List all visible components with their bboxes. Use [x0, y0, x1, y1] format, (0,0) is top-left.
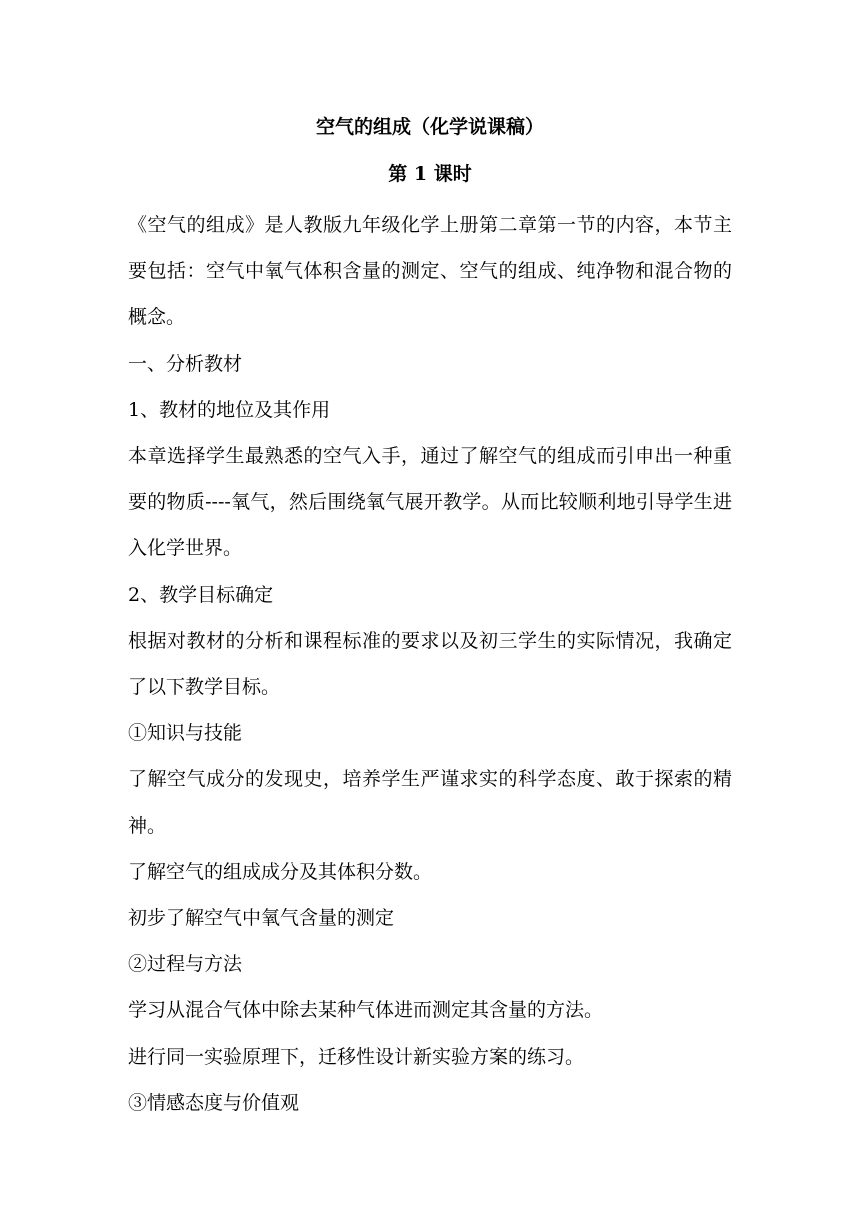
subsection-heading-textbook-role: 1、教材的地位及其作用 [128, 398, 331, 421]
teaching-goals-paragraph: 根据对教材的分析和课程标准的要求以及初三学生的实际情况，我确定了以下教学目标。 [128, 629, 732, 699]
goal-heading-attitude-values: ③情感态度与价值观 [128, 1091, 300, 1114]
goal-item-oxygen-measurement: 初步了解空气中氧气含量的测定 [128, 907, 395, 930]
goal-item-composition: 了解空气的组成成分及其体积分数。 [128, 860, 433, 883]
goal-item-history: 了解空气成分的发现史，培养学生严谨求实的科学态度、敢于探索的精神。 [128, 768, 732, 837]
document-body [128, 108, 732, 1126]
section-heading-analyze-textbook: 一、分析教材 [128, 352, 243, 375]
goal-heading-process-method: ②过程与方法 [128, 953, 243, 976]
intro-paragraph: 《空气的组成》是人教版九年级化学上册第二章第一节的内容，本节主要包括：空气中氧气体积含量的测定、空气的组成、纯净物和混合物的概念。 [128, 214, 732, 329]
goal-heading-knowledge-skills: ①知识与技能 [128, 722, 243, 745]
document-title: 空气的组成（化学说课稿） [315, 116, 544, 138]
textbook-role-paragraph: 本章选择学生最熟悉的空气入手，通过了解空气的组成而引申出一种重要的物质----氧气，然后围绕氧气展开教学。从而比较顺利地引导学生进入化学世界。 [128, 445, 732, 560]
goal-item-removal-method: 学习从混合气体中除去某种气体进而测定其含量的方法。 [128, 999, 604, 1022]
goal-item-experiment-design: 进行同一实验原理下，迁移性设计新实验方案的练习。 [128, 1045, 585, 1068]
subsection-heading-teaching-goals: 2、教学目标确定 [128, 583, 274, 606]
document-subtitle: 第 1 课时 [388, 163, 472, 185]
